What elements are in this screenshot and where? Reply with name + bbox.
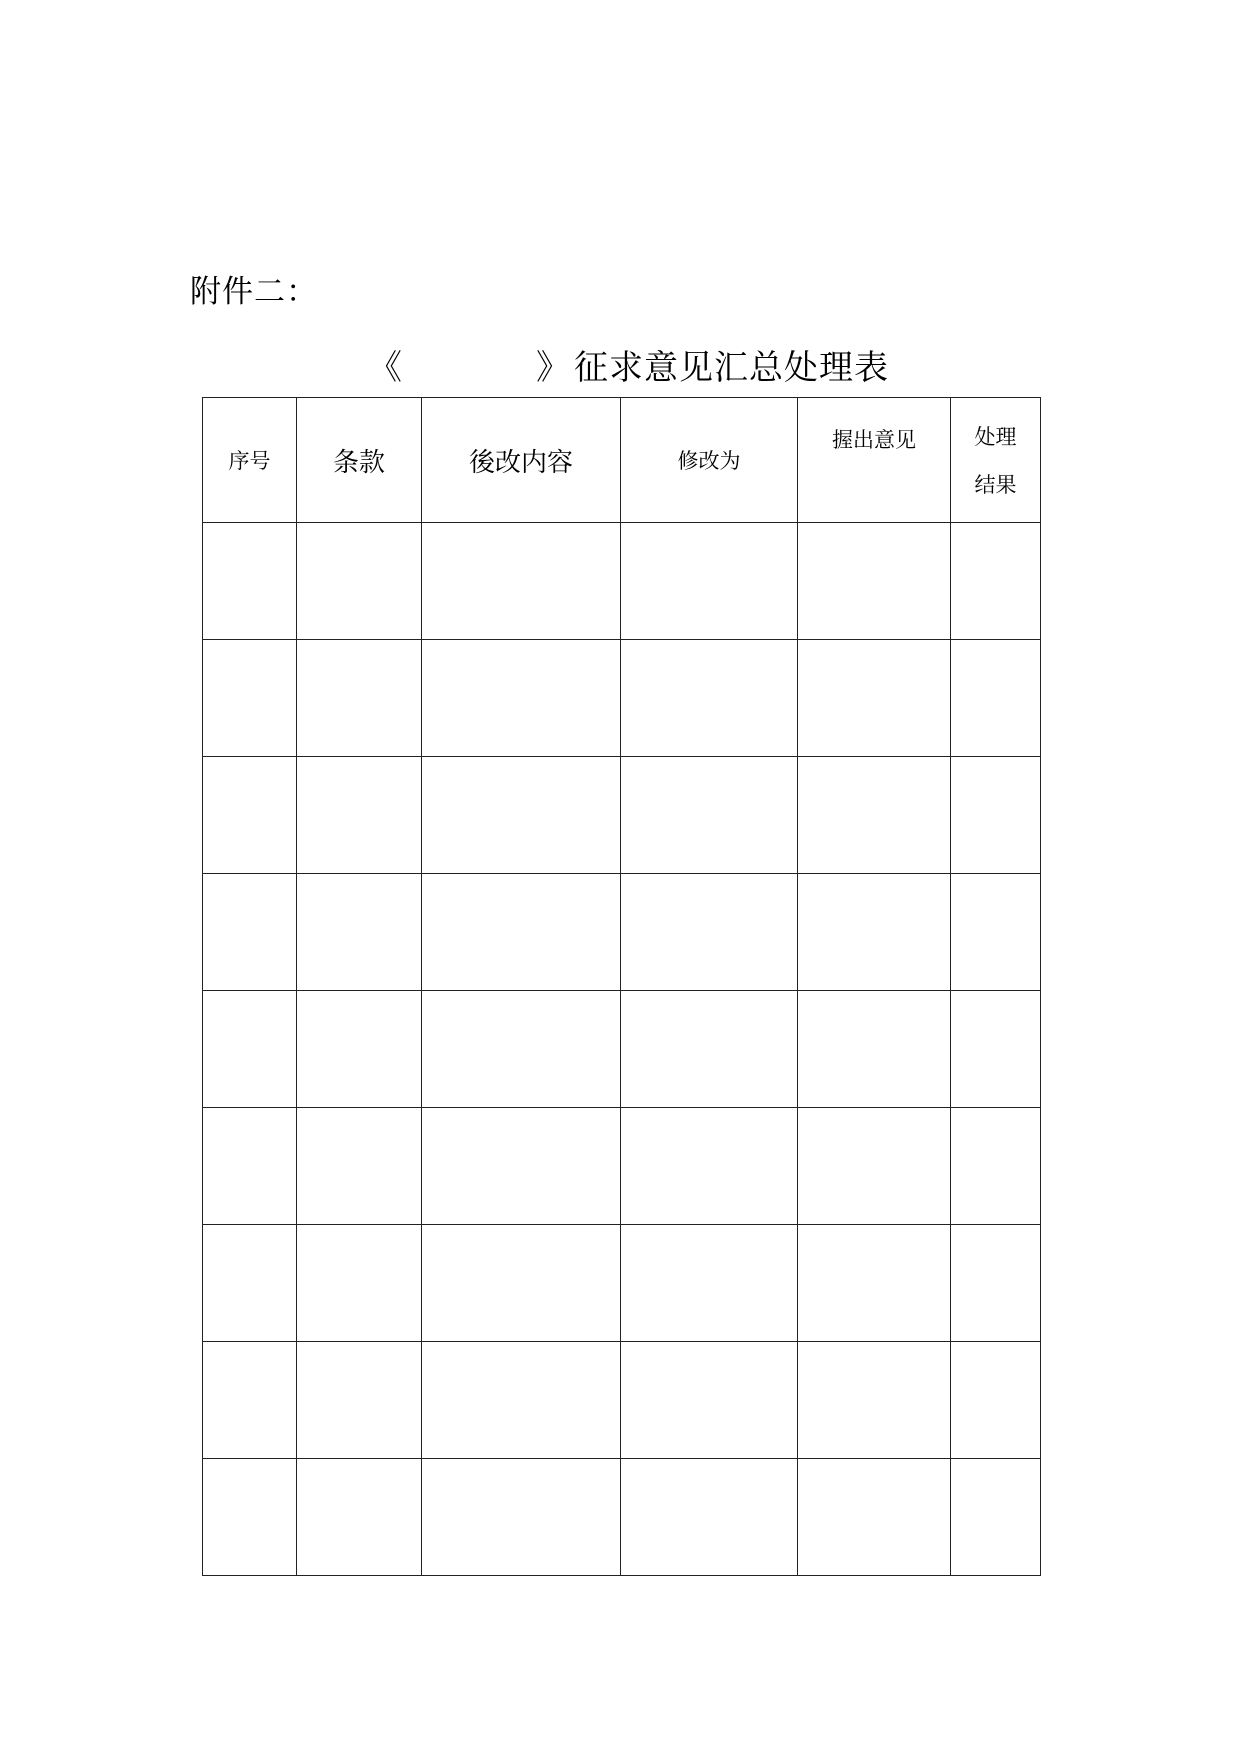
cell-serial: [203, 874, 297, 991]
opinion-summary-table: [202, 397, 1041, 1576]
table-body: [203, 523, 1041, 1576]
cell-proposer: [798, 640, 951, 757]
title-bracket-left: 《: [368, 348, 402, 388]
cell-proposer: [798, 1108, 951, 1225]
cell-result: [951, 991, 1041, 1108]
title-text: 征求意见汇总处理表: [574, 348, 889, 388]
attachment-label: 附件二：: [190, 274, 318, 310]
cell-original-content: [422, 523, 621, 640]
cell-result: [951, 1342, 1041, 1459]
cell-result: [951, 874, 1041, 991]
cell-revised-to: [621, 1225, 798, 1342]
cell-proposer: [798, 1459, 951, 1576]
header-proposer: 握出意见: [798, 398, 951, 523]
cell-serial: [203, 1342, 297, 1459]
cell-original-content: [422, 640, 621, 757]
header-result-line1: 处理: [974, 425, 1017, 449]
cell-clause: [297, 757, 422, 874]
header-serial: 序号: [203, 398, 297, 523]
table-row: [203, 1108, 1041, 1225]
cell-original-content: [422, 757, 621, 874]
cell-clause: [297, 1459, 422, 1576]
cell-proposer: [798, 1342, 951, 1459]
cell-clause: [297, 874, 422, 991]
header-result-line2: 结果: [974, 473, 1017, 497]
cell-original-content: [422, 874, 621, 991]
cell-serial: [203, 1225, 297, 1342]
cell-revised-to: [621, 874, 798, 991]
cell-revised-to: [621, 640, 798, 757]
cell-revised-to: [621, 1108, 798, 1225]
cell-proposer: [798, 523, 951, 640]
header-original-content: 後改内容: [422, 398, 621, 523]
cell-revised-to: [621, 523, 798, 640]
cell-proposer: [798, 757, 951, 874]
header-row: [203, 398, 1041, 523]
cell-clause: [297, 640, 422, 757]
header-result: [951, 398, 1041, 523]
cell-result: [951, 1459, 1041, 1576]
header-clause: 条款: [297, 398, 422, 523]
cell-serial: [203, 640, 297, 757]
table-row: [203, 1459, 1041, 1576]
cell-serial: [203, 1108, 297, 1225]
table-row: [203, 640, 1041, 757]
cell-result: [951, 523, 1041, 640]
cell-serial: [203, 1459, 297, 1576]
cell-original-content: [422, 1108, 621, 1225]
table-row: [203, 757, 1041, 874]
table-row: [203, 991, 1041, 1108]
cell-result: [951, 640, 1041, 757]
cell-serial: [203, 523, 297, 640]
table-row: [203, 523, 1041, 640]
cell-result: [951, 1225, 1041, 1342]
cell-proposer: [798, 874, 951, 991]
cell-proposer: [798, 991, 951, 1108]
cell-revised-to: [621, 1342, 798, 1459]
cell-original-content: [422, 1459, 621, 1576]
cell-revised-to: [621, 1459, 798, 1576]
cell-proposer: [798, 1225, 951, 1342]
cell-result: [951, 757, 1041, 874]
header-revised-to: 修改为: [621, 398, 798, 523]
table-row: [203, 1342, 1041, 1459]
cell-original-content: [422, 991, 621, 1108]
table-row: [203, 874, 1041, 991]
table-row: [203, 1225, 1041, 1342]
cell-clause: [297, 991, 422, 1108]
cell-result: [951, 1108, 1041, 1225]
cell-clause: [297, 523, 422, 640]
cell-revised-to: [621, 991, 798, 1108]
title-bracket-right: 》: [536, 348, 570, 388]
cell-revised-to: [621, 757, 798, 874]
cell-clause: [297, 1108, 422, 1225]
cell-original-content: [422, 1225, 621, 1342]
cell-clause: [297, 1225, 422, 1342]
cell-serial: [203, 757, 297, 874]
cell-original-content: [422, 1342, 621, 1459]
cell-serial: [203, 991, 297, 1108]
cell-clause: [297, 1342, 422, 1459]
